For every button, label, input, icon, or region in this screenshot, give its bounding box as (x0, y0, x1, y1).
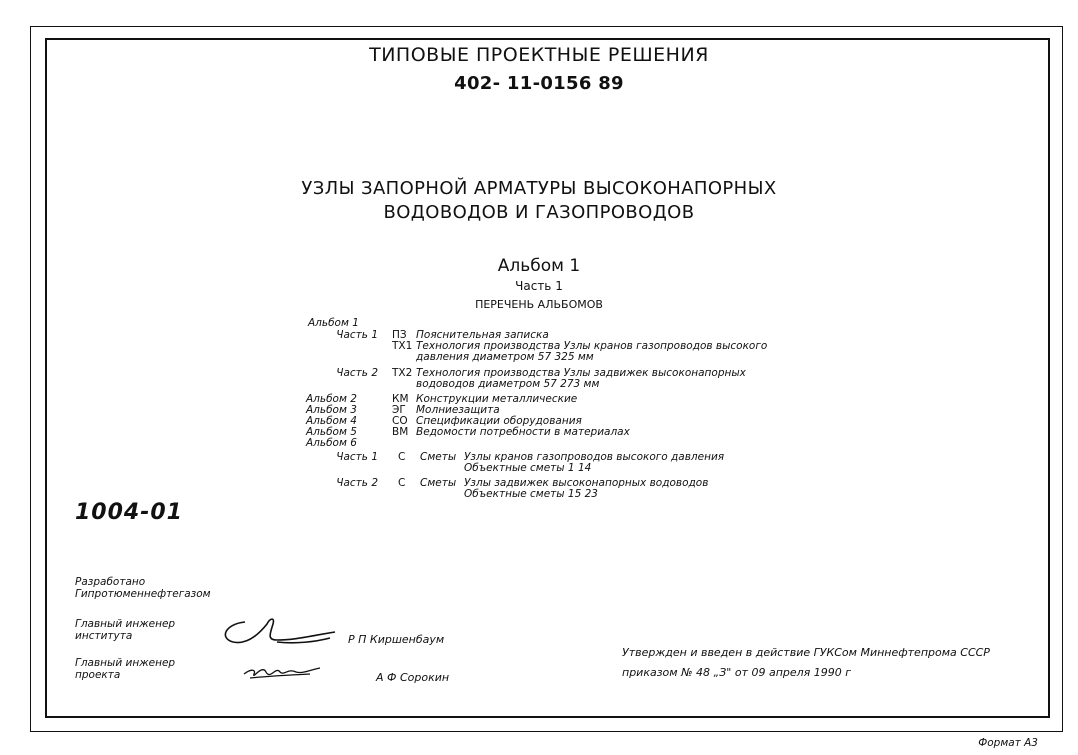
list-item-kind: Сметы (420, 477, 457, 489)
album-title: Альбом 1 (497, 256, 581, 276)
signer-role-line1: Главный инженер (75, 657, 176, 669)
list-item-label: Часть 1 (336, 451, 378, 463)
list-item-text: Объектные сметы 15 23 (464, 488, 598, 500)
list-item (308, 318, 359, 329)
list-item-kind: Сметы (420, 451, 457, 463)
header-title: ТИПОВЫЕ ПРОЕКТНЫЕ РЕШЕНИЯ (369, 44, 709, 66)
list-item-text: Технология производства Узлы кранов газопроводов высокого (416, 340, 768, 352)
list-item-label: Часть 2 (336, 477, 378, 489)
list-item-text: водоводов диаметром 57 273 мм (416, 378, 600, 390)
list-item-text: Конструкции металлические (416, 393, 578, 405)
header-number: 402- 11-0156 89 (454, 73, 624, 94)
format-label: Формат А3 (978, 737, 1038, 749)
list-item-code: ПЗ (392, 329, 407, 341)
developer-org: Гипротюменнефтегазом (75, 588, 211, 600)
list-item-label: Часть 2 (336, 367, 378, 379)
list-item-label: Альбом 6 (306, 437, 357, 449)
list-item-code: СО (392, 415, 408, 427)
list-item-text: Ведомости потребности в материалах (416, 426, 630, 438)
signer-role-line2: института (75, 630, 133, 642)
subject-line-1: УЗЛЫ ЗАПОРНОЙ АРМАТУРЫ ВЫСОКОНАПОРНЫХ (301, 178, 777, 199)
list-item-label: Часть 1 (336, 329, 378, 341)
list-item-code: ЭГ (392, 404, 406, 416)
list-label: Альбом 1 (308, 317, 359, 329)
developer-label: Разработано (75, 576, 146, 588)
list-item-text: Технология производства Узлы задвижек высоконапорных (416, 367, 746, 379)
list-item-text: Объектные сметы 1 14 (464, 462, 592, 474)
list-item-label: Альбом 2 (306, 393, 357, 405)
approval-line-2: приказом № 48 „З" от 09 апреля 1990 г (622, 666, 852, 679)
list-item-code: ТХ1 (392, 340, 413, 352)
document-code: 1004-01 (75, 500, 183, 525)
signer-name: Р П Киршенбаум (348, 633, 445, 646)
signer-role-line2: проекта (75, 669, 121, 681)
list-item-text: Молниезащита (416, 404, 500, 416)
list-item-code: КМ (392, 393, 409, 405)
list-item-label: Альбом 4 (306, 415, 357, 427)
list-item-code: С (398, 477, 406, 489)
album-part: Часть 1 (515, 279, 563, 293)
list-item-text: Спецификации оборудования (416, 415, 582, 427)
subject-line-2: ВОДОВОДОВ И ГАЗОПРОВОДОВ (383, 202, 695, 223)
list-item-code: ТХ2 (392, 367, 413, 379)
signer-name: А Ф Сорокин (376, 671, 450, 684)
signature-sorokin-icon (240, 660, 330, 686)
list-item-label: Альбом 3 (306, 404, 357, 416)
signer-role-line1: Главный инженер (75, 618, 176, 630)
list-item-code: ВМ (392, 426, 409, 438)
list-item-text: Узлы задвижек высоконапорных водоводов (464, 477, 709, 489)
list-item-label: Альбом 5 (306, 426, 357, 438)
list-item-code: С (398, 451, 406, 463)
list-item-text: давления диаметром 57 325 мм (416, 351, 594, 363)
approval-line-1: Утвержден и введен в действие ГУКСом Миннефтепрома СССР (622, 646, 990, 659)
list-title: ПЕРЕЧЕНЬ АЛЬБОМОВ (475, 298, 603, 311)
signature-kirshenbaum-icon (215, 612, 345, 652)
list-item-text: Узлы кранов газопроводов высокого давления (464, 451, 725, 463)
list-item-text: Пояснительная записка (416, 329, 549, 341)
